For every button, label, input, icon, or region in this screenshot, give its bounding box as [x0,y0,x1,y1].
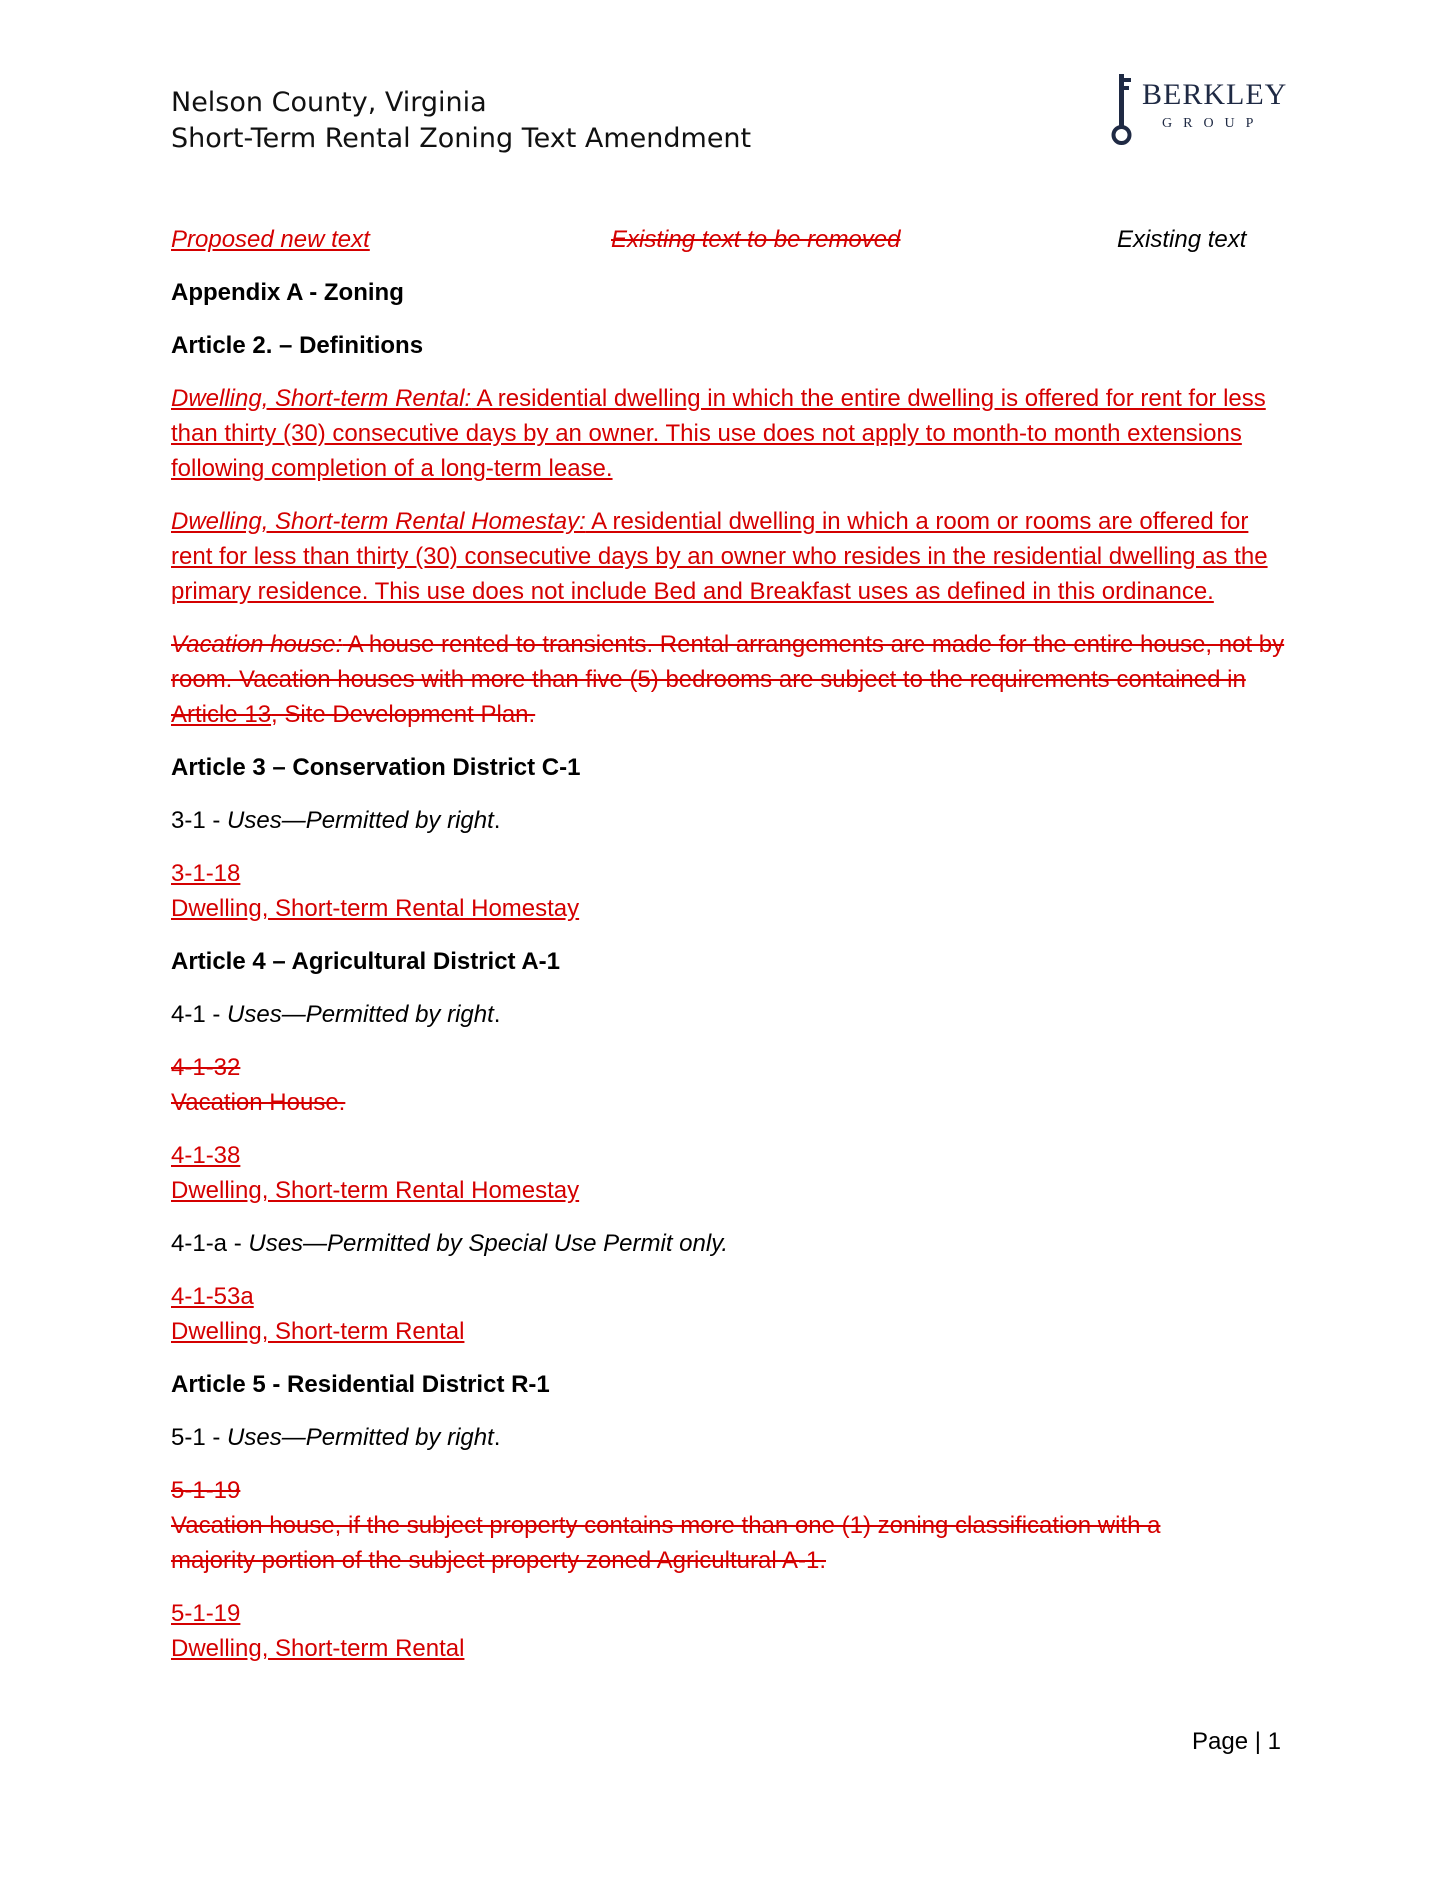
use-item-number: 4-1-32 [171,1054,241,1081]
use-item-number: 5-1-19 [171,1600,241,1627]
article-2-heading: Article 2. – Definitions [171,332,424,359]
legend-existing: Existing text [1117,226,1247,253]
markup-legend [171,222,1291,257]
legend-proposed: Proposed new text [171,226,370,253]
definition-vacation-house [171,627,1291,732]
article-5-heading: Article 5 - Residential District R-1 [171,1371,550,1398]
definition-term: Vacation house: [171,631,343,658]
article-13-reference: Article 13 [171,701,272,728]
use-item-text-line: majority portion of the subject property zoned Agricultural A-1. [171,1547,827,1574]
article-3-uses [171,803,1291,838]
definition-term: Dwelling, Short-term Rental: [171,385,472,412]
section-number: 4-1-a - [171,1230,249,1257]
article-4-uses [171,997,1291,1032]
definition-text: A residential dwelling in which the entire dwelling is offered for rent for less than thirty (30) consecutive days by an owner. This use does not apply to month-to month extensions following completion of a long-term lease. [171,385,1266,482]
section-number: 5-1 - [171,1424,228,1451]
header-county: Nelson County, Virginia [171,87,487,118]
page-number: Page | 1 [1192,1728,1281,1755]
section-end: . [493,1001,501,1028]
document-body [171,222,1291,1684]
use-item-text: Dwelling, Short-term Rental Homestay [171,895,580,922]
use-item-4-1-38 [171,1138,1291,1208]
use-item-number: 4-1-38 [171,1142,241,1169]
use-item-number: 5-1-19 [171,1477,241,1504]
section-title: Uses—Permitted by Special Use Permit only. [248,1230,729,1257]
berkley-group-logo [1108,72,1288,152]
definition-term: Dwelling, Short-term Rental Homestay: [171,508,586,535]
use-item-number: 3-1-18 [171,860,241,887]
header-title: Short-Term Rental Zoning Text Amendment [171,123,752,154]
section-end: . [493,1424,501,1451]
definition-short-term-rental [171,381,1291,486]
use-item-text: Dwelling, Short-term Rental [171,1318,465,1345]
section-title: Uses—Permitted by right [227,807,494,834]
use-item-number: 4-1-53a [171,1283,254,1310]
use-item-text: Dwelling, Short-term Rental Homestay [171,1177,580,1204]
section-end: . [493,807,501,834]
use-item-5-1-19-new [171,1596,1291,1666]
appendix-heading: Appendix A - Zoning [171,279,404,306]
definition-text-tail: , Site Development Plan. [271,701,536,728]
use-item-text: Vacation House. [171,1089,346,1116]
section-number: 4-1 - [171,1001,228,1028]
logo-subtitle: GROUP [1162,116,1265,131]
article-4-special-uses [171,1226,1291,1261]
article-5-uses [171,1420,1291,1455]
use-item-text: Dwelling, Short-term Rental [171,1635,465,1662]
logo-wordmark: BERKLEY [1142,78,1288,111]
section-title: Uses—Permitted by right [227,1001,494,1028]
article-3-heading: Article 3 – Conservation District C-1 [171,754,581,781]
article-4-heading: Article 4 – Agricultural District A-1 [171,948,560,975]
definition-text: A residential dwelling in which a room or rooms are offered for rent for less than thirty (30) consecutive days by an owner who resides in the residential dwelling as the primary residence. This use does not include Bed and Breakfast uses as defined in this ordinance. [171,508,1268,605]
section-number: 3-1 - [171,807,228,834]
section-title: Uses—Permitted by right [227,1424,494,1451]
use-item-5-1-19-removed [171,1473,1291,1578]
use-item-4-1-53a [171,1279,1291,1349]
use-item-3-1-18 [171,856,1291,926]
legend-removed: Existing text to be removed [611,226,901,253]
definition-text: A house rented to transients. Rental arrangements are made for the entire house, not by room. Vacation houses with more than five (5) bedrooms are subject to the requirements contained in [171,631,1285,693]
definition-short-term-rental-homestay [171,504,1291,609]
use-item-4-1-32 [171,1050,1291,1120]
document-header [171,85,751,157]
use-item-text-line: Vacation house, if the subject property contains more than one (1) zoning classification with a [171,1512,1161,1539]
key-icon [1108,74,1136,146]
